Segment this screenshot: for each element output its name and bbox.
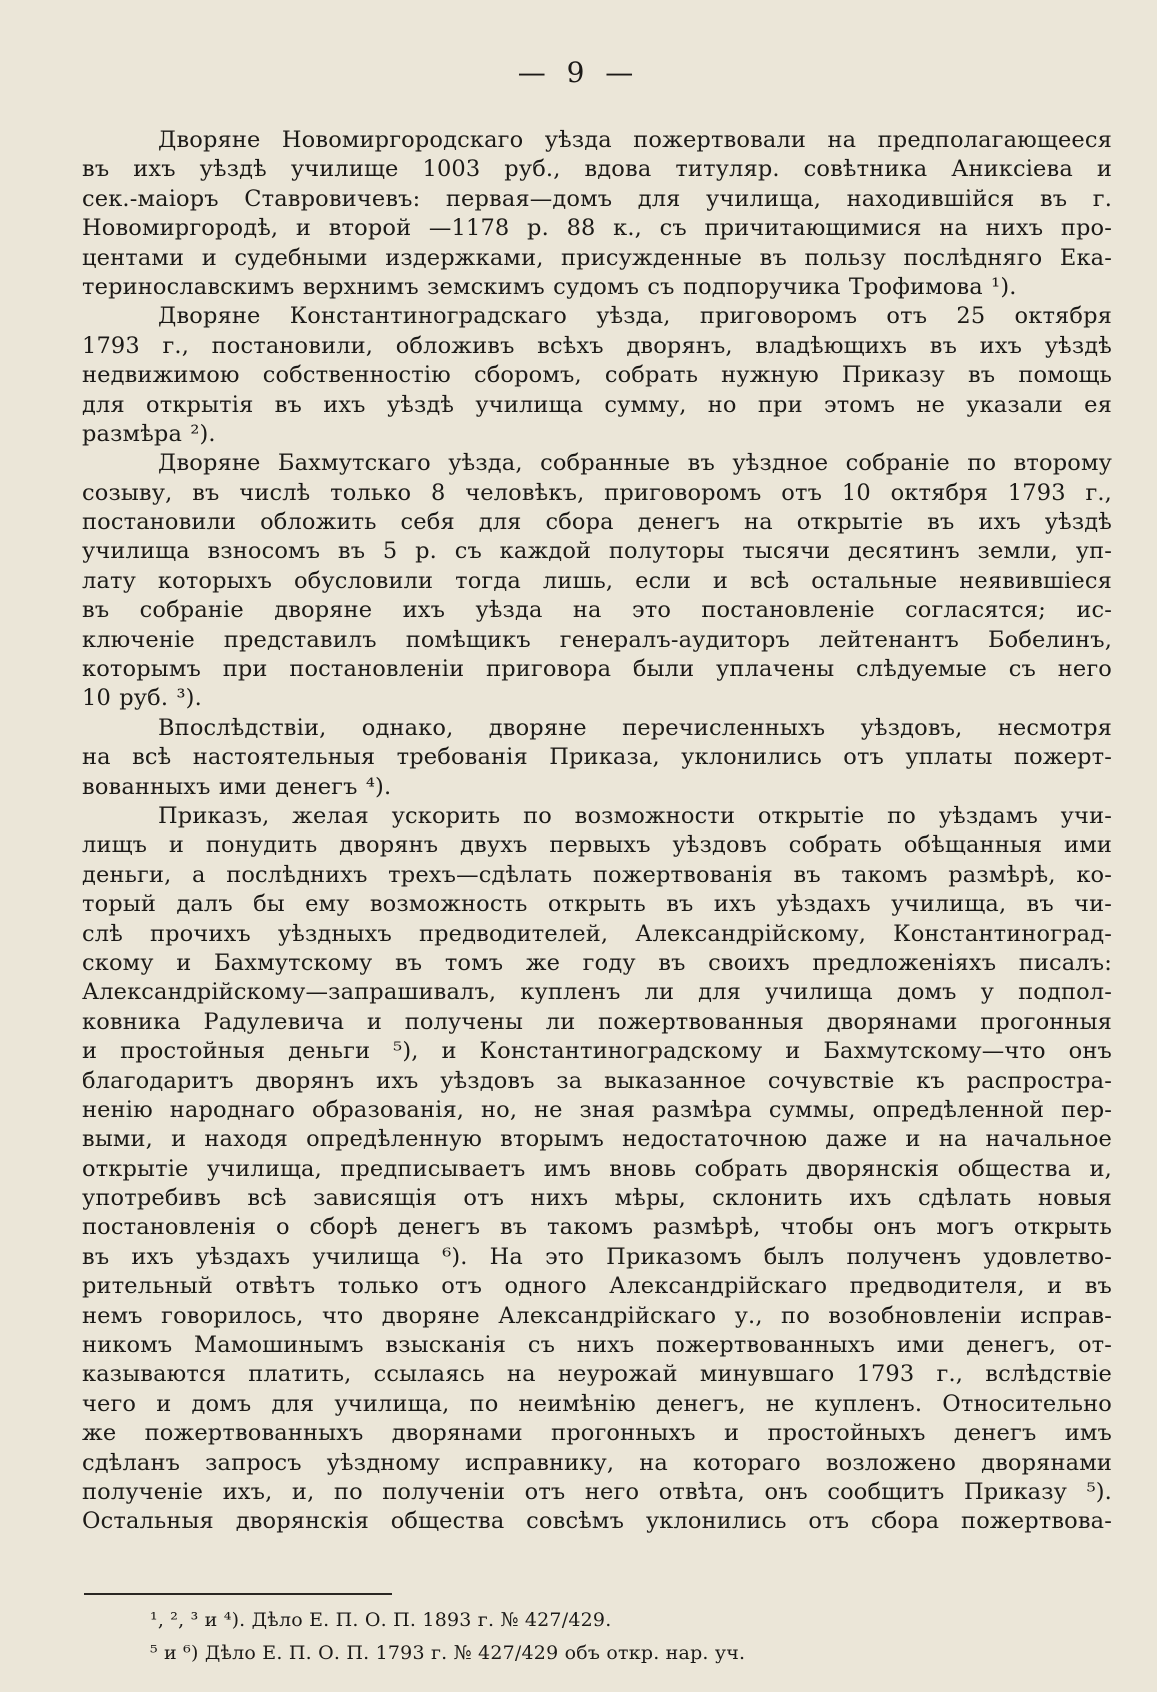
footnote: ⁵ и ⁶) Дѣло Е. П. О. П. 1793 г. № 427/429 объ откр. нар. уч. <box>150 1642 746 1664</box>
text-line: Дворяне Бахмутскаго уѣзда, собранные въ уѣздное собраніе по второму <box>158 450 1112 477</box>
text-line: рительный отвѣтъ только отъ одного Александрійскаго предводителя, и въ <box>82 1273 1112 1300</box>
text-line: и простойныя деньги ⁵), и Константиноградскому и Бахмутскому—что онъ <box>82 1038 1112 1065</box>
text-line: немъ говорилось, что дворяне Александрійскаго у., по возобновленіи исправ- <box>82 1302 1112 1329</box>
text-line: сек.-маіоръ Ставровичевъ: первая—домъ для училища, находившійся въ г. <box>82 185 1112 212</box>
text-line: казываются платить, ссылаясь на неурожай минувшаго 1793 г., вслѣдствіе <box>82 1361 1112 1388</box>
text-line: центами и судебными издержками, присужденные въ пользу послѣдняго Ека- <box>82 244 1112 271</box>
text-line: Новомиргородѣ, и второй —1178 р. 88 к., съ причитающимися на нихъ про- <box>82 215 1112 242</box>
text-line: которымъ при постановленіи приговора были уплачены слѣдуемые съ него <box>82 656 1112 683</box>
text-line: употребивъ всѣ зависящія отъ нихъ мѣры, склонить ихъ сдѣлать новыя <box>82 1185 1112 1212</box>
text-line: созыву, въ числѣ только 8 человѣкъ, приговоромъ отъ 10 октября 1793 г., <box>82 479 1112 506</box>
text-line: ключеніе представилъ помѣщикъ генералъ-аудиторъ лейтенантъ Бобелинъ, <box>82 626 1112 653</box>
text-line: ненію народнаго образованія, но, не зная размѣра суммы, опредѣленной пер- <box>82 1096 1112 1123</box>
text-line: скому и Бахмутскому въ томъ же году въ своихъ предложеніяхъ писалъ: <box>82 949 1112 976</box>
text-line: Приказъ, желая ускорить по возможности открытіе по уѣздамъ учи- <box>158 802 1112 829</box>
text-line: вованныхъ ими денегъ ⁴). <box>82 773 392 800</box>
text-line: въ ихъ уѣздахъ училища ⁶). На это Приказомъ былъ полученъ удовлетво- <box>82 1243 1112 1270</box>
text-line: же пожертвованныхъ дворянами прогонныхъ и простойныхъ денегъ имъ <box>82 1420 1112 1447</box>
text-line: для открытія въ ихъ уѣздѣ училища сумму, но при этомъ не указали ея <box>82 391 1112 418</box>
text-line: 1793 г., постановили, обложивъ всѣхъ дворянъ, владѣющихъ въ ихъ уѣздѣ <box>82 332 1112 359</box>
text-line: въ собраніе дворяне ихъ уѣзда на это постановленіе согласятся; ис- <box>82 597 1112 624</box>
text-line: лату которыхъ обусловили тогда лишь, если и всѣ остальные неявившіеся <box>82 567 1112 594</box>
footnote-divider <box>84 1593 392 1595</box>
footnotes <box>150 1604 1010 1670</box>
text-line: размѣра ²). <box>82 420 216 447</box>
text-line: никомъ Мамошинымъ взысканія съ нихъ пожертвованныхъ ими денегъ, от- <box>82 1332 1112 1359</box>
text-line: на всѣ настоятельныя требованія Приказа, уклонились отъ уплаты пожерт- <box>82 744 1112 771</box>
text-line: Остальныя дворянскія общества совсѣмъ уклонились отъ сбора пожертвова- <box>82 1508 1112 1535</box>
text-line: недвижимою собственностію сборомъ, собрать нужную Приказу въ помощь <box>82 362 1112 389</box>
text-line: 10 руб. ³). <box>82 685 202 712</box>
text-line: деньги, а послѣднихъ трехъ—сдѣлать пожертвованія въ такомъ размѣрѣ, ко- <box>82 861 1112 888</box>
text-line: теринославскимъ верхнимъ земскимъ судомъ съ подпоручика Трофимова ¹). <box>82 273 1017 300</box>
text-line: постановили обложить себя для сбора денегъ на открытіе въ ихъ уѣздѣ <box>82 509 1112 536</box>
footnote: ¹, ², ³ и ⁴). Дѣло Е. П. О. П. 1893 г. № 427/429. <box>150 1609 612 1631</box>
text-line: Дворяне Константиноградскаго уѣзда, приговоромъ отъ 25 октября <box>158 303 1112 330</box>
page-number: — 9 — <box>517 56 640 89</box>
text-line: выми, и находя опредѣленную вторымъ недостаточною даже и на начальное <box>82 1126 1112 1153</box>
text-line: чего и домъ для училища, по неимѣнію денегъ, не купленъ. Относительно <box>82 1390 1112 1417</box>
text-line: полученіе ихъ, и, по полученіи отъ него отвѣта, онъ сообщитъ Приказу ⁵). <box>82 1478 1112 1505</box>
text-line: ковника Радулевича и получены ли пожертвованныя дворянами прогонныя <box>82 1008 1112 1035</box>
text-line: училища взносомъ въ 5 р. съ каждой полуторы тысячи десятинъ земли, уп- <box>82 538 1112 565</box>
text-line: благодаритъ дворянъ ихъ уѣздовъ за выказанное сочувствіе къ распростра- <box>82 1067 1112 1094</box>
text-line: Дворяне Новомиргородскаго уѣзда пожертвовали на предполагающееся <box>158 127 1112 153</box>
text-line: Александрійскому—запрашивалъ, купленъ ли для училища домъ у подпол- <box>82 979 1112 1006</box>
text-line: въ ихъ уѣздѣ училище 1003 руб., вдова титуляр. совѣтника Аниксіева и <box>82 156 1112 183</box>
text-line: постановленія о сборѣ денегъ въ такомъ размѣрѣ, чтобы онъ могъ открыть <box>82 1214 1112 1241</box>
text-line: слѣ прочихъ уѣздныхъ предводителей, Александрійскому, Константиноград- <box>82 920 1112 947</box>
text-line: сдѣланъ запросъ уѣздному исправнику, на котораго возложено дворянами <box>82 1449 1112 1476</box>
text-line: лищъ и понудить дворянъ двухъ первыхъ уѣздовъ собрать обѣщанныя ими <box>82 832 1112 859</box>
text-line: Впослѣдствіи, однако, дворяне перечисленныхъ уѣздовъ, несмотря <box>158 714 1112 741</box>
text-line: открытіе училища, предписываетъ имъ вновь собрать дворянскія общества и, <box>82 1155 1112 1182</box>
body-text <box>82 126 1112 1537</box>
text-line: торый далъ бы ему возможность открыть въ ихъ уѣздахъ училища, въ чи- <box>82 891 1112 918</box>
